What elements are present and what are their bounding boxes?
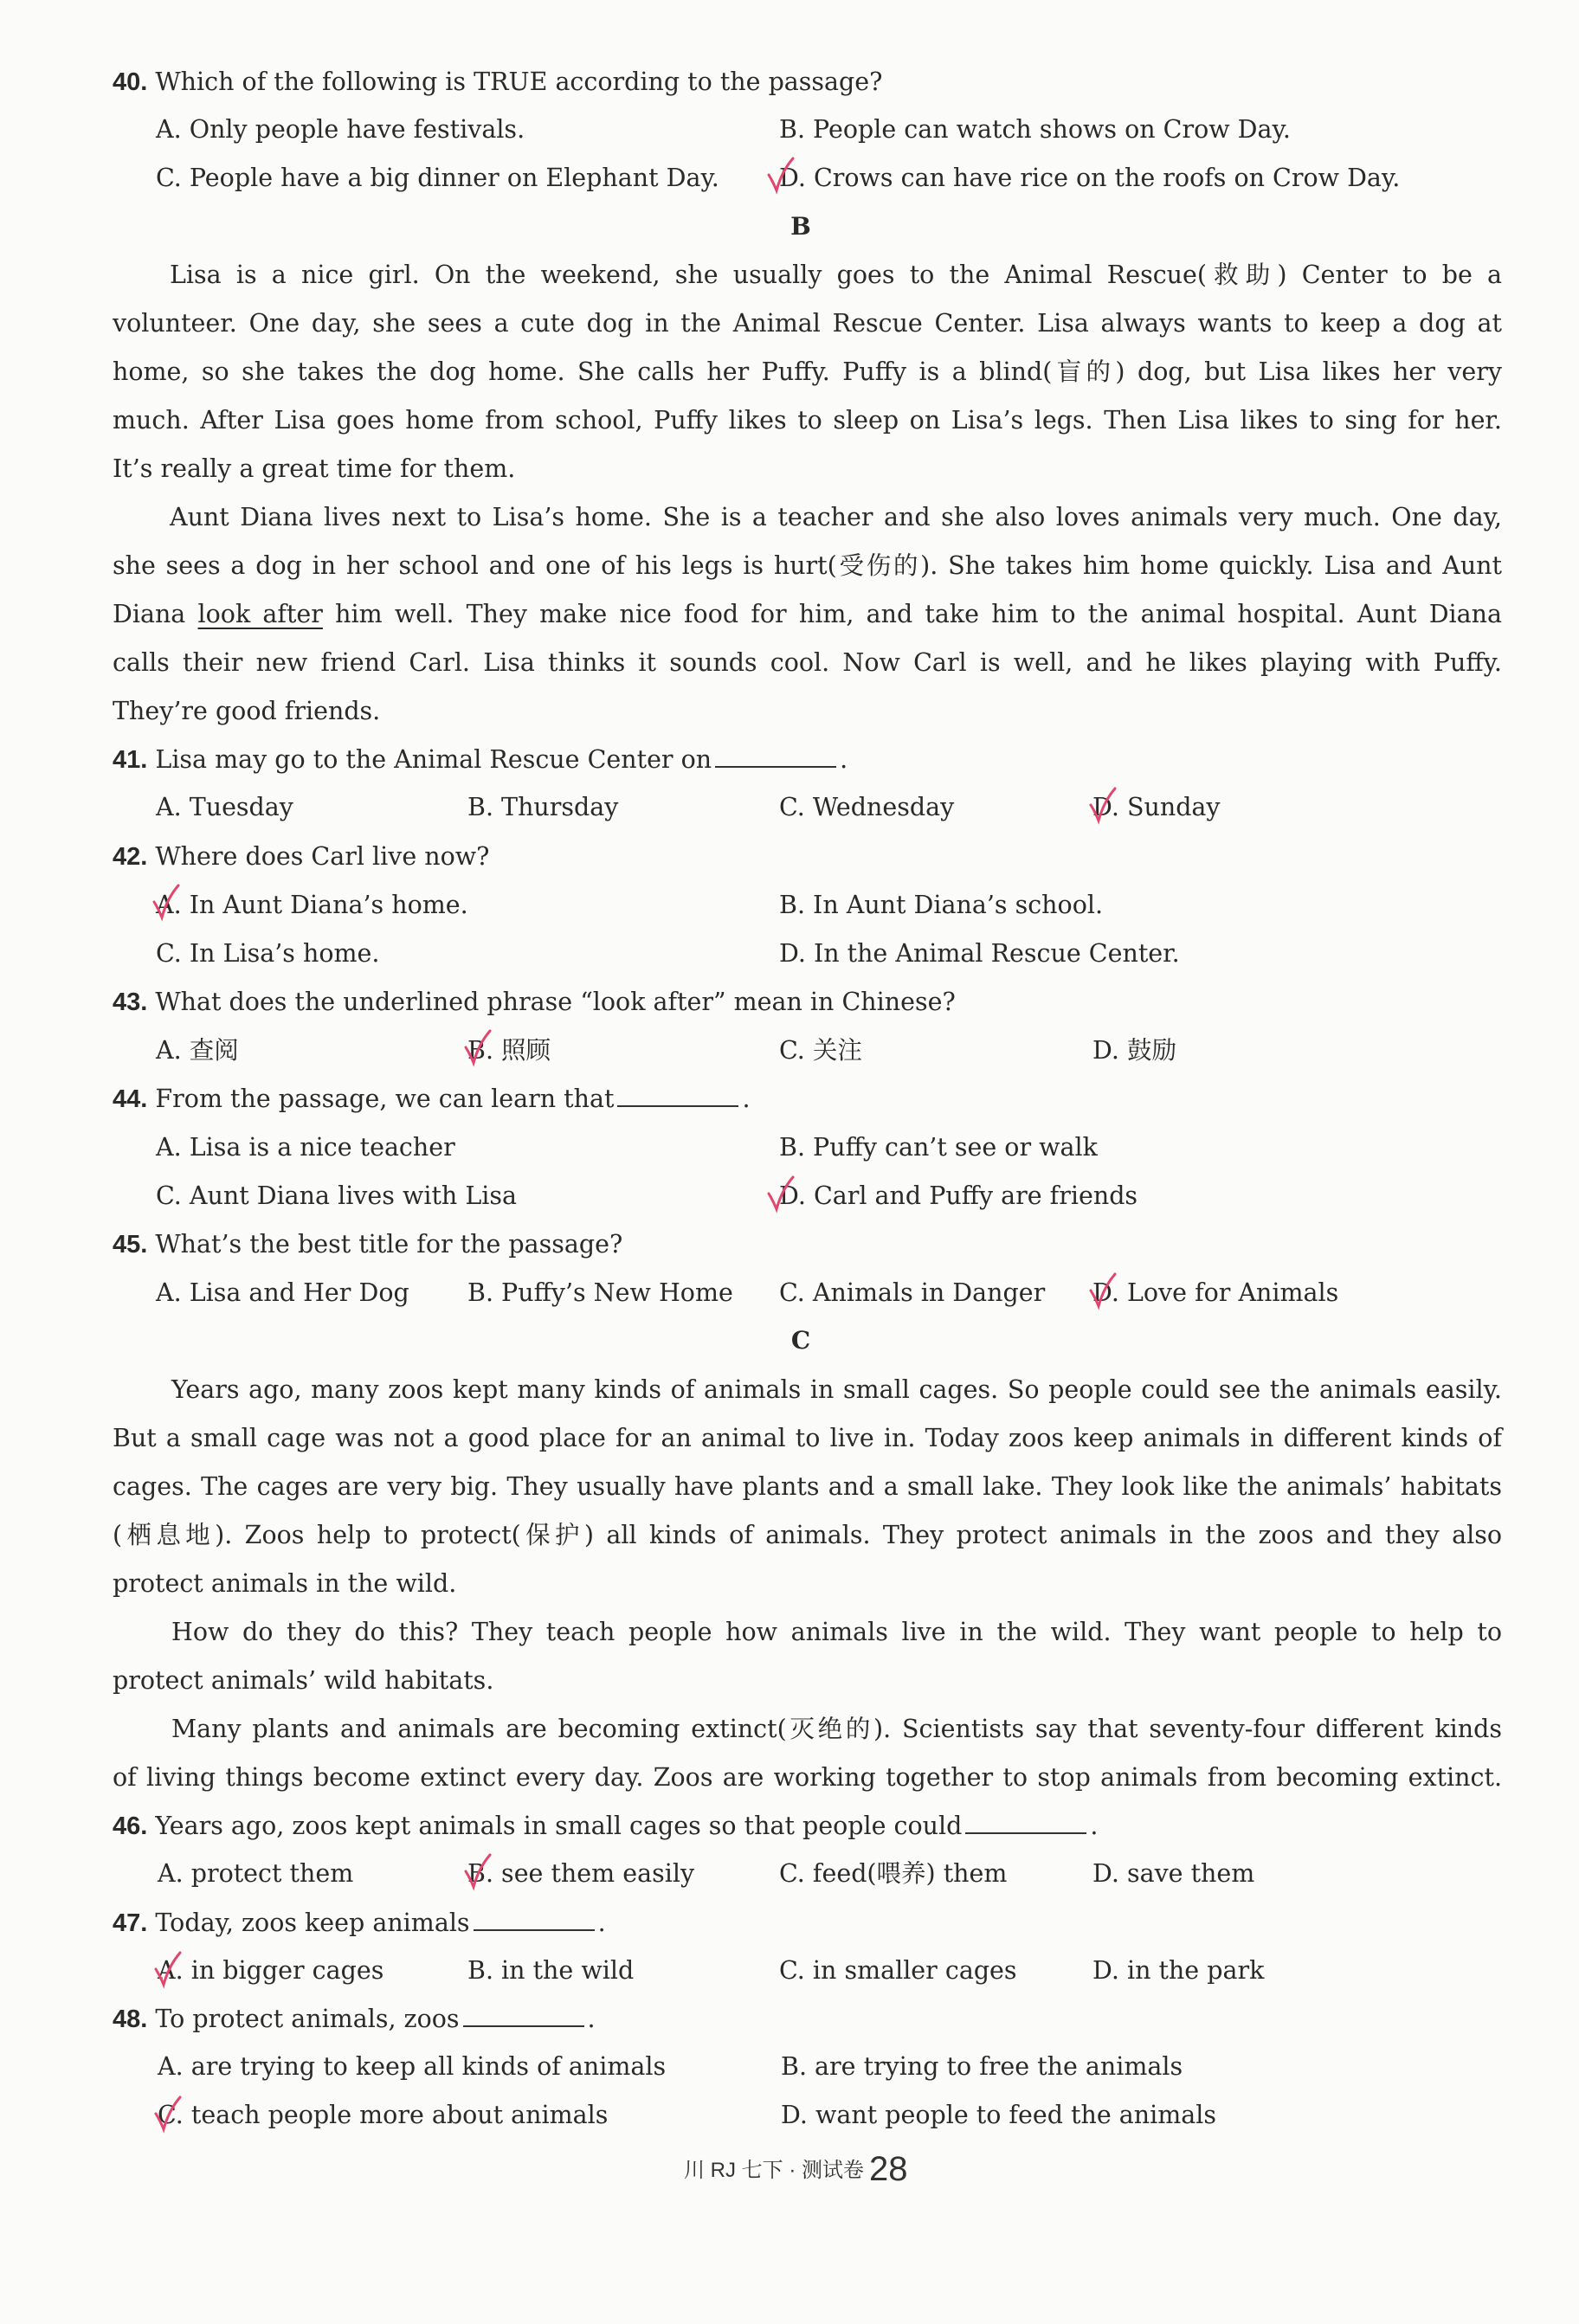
- question-text: From the passage, we can learn that: [155, 1085, 615, 1113]
- option-43-d: D. 鼓励: [1092, 1036, 1176, 1065]
- question-end: .: [597, 1909, 606, 1937]
- question-number: 46.: [113, 1812, 148, 1840]
- passage-c-line: (栖息地). Zoos help to protect(保护) all kinds of animals. They protect animals in the zoos and they also: [113, 1521, 1502, 1549]
- question-43: [113, 985, 956, 1020]
- passage-b-line: They’re good friends.: [113, 697, 381, 725]
- option-47-b: B. in the wild: [467, 1956, 635, 1985]
- option-46-c: C. feed(喂养) them: [779, 1859, 1008, 1888]
- passage-c-line: protect animals’ wild habitats.: [113, 1666, 494, 1695]
- checkmark-icon: [463, 1028, 493, 1070]
- question-number: 48.: [113, 2005, 148, 2033]
- passage-b-line: Aunt Diana lives next to Lisa’s home. She is a teacher and she also loves animals very much. One day,: [170, 503, 1502, 531]
- question-40: [113, 65, 882, 100]
- option-41-c: C. Wednesday: [779, 793, 955, 821]
- page-footer: [684, 2150, 908, 2189]
- checkmark-icon: [153, 2095, 183, 2136]
- question-42: [113, 840, 489, 874]
- option-40-c: C. People have a big dinner on Elephant Day.: [156, 164, 719, 192]
- question-text: What’s the best title for the passage?: [155, 1230, 623, 1259]
- question-48: [113, 2002, 596, 2037]
- page-number: 28: [869, 2150, 908, 2188]
- question-text: What does the underlined phrase “look after” mean in Chinese?: [155, 988, 956, 1016]
- option-44-c: C. Aunt Diana lives with Lisa: [156, 1181, 517, 1210]
- question-number: 42.: [113, 843, 148, 871]
- option-40-b: B. People can watch shows on Crow Day.: [779, 115, 1291, 144]
- footer-label: 川 RJ 七下 · 测试卷: [684, 2159, 864, 2182]
- checkmark-icon: [1088, 786, 1118, 827]
- passage-c-line: protect animals in the wild.: [113, 1569, 457, 1598]
- answer-blank[interactable]: [715, 747, 836, 768]
- option-47-a: A. in bigger cages: [158, 1956, 384, 1985]
- passage-c-line: cages. The cages are very big. They usually have plants and a small lake. They look like the animals’ habitats: [113, 1472, 1502, 1501]
- passage-c-line: Years ago, many zoos kept many kinds of animals in small cages. So people could see the animals easily.: [171, 1375, 1502, 1404]
- answer-blank[interactable]: [463, 2006, 584, 2027]
- passage-c-line: How do they do this? They teach people how animals live in the wild. They want people to help to: [171, 1618, 1502, 1646]
- option-43-a: A. 查阅: [156, 1036, 239, 1065]
- question-text: Years ago, zoos kept animals in small cages so that people could: [155, 1812, 963, 1840]
- passage-c-line: But a small cage was not a good place for an animal to live in. Today zoos keep animals in different kinds of: [113, 1424, 1502, 1452]
- question-text: Today, zoos keep animals: [155, 1909, 470, 1937]
- answer-blank[interactable]: [617, 1086, 738, 1107]
- underlined-phrase: look after: [197, 600, 323, 628]
- option-44-b: B. Puffy can’t see or walk: [779, 1133, 1098, 1162]
- option-48-c: C. teach people more about animals: [158, 2101, 609, 2129]
- option-44-a: A. Lisa is a nice teacher: [156, 1133, 455, 1162]
- question-41: [113, 743, 848, 777]
- passage-b-line: home, so she takes the dog home. She calls her Puffy. Puffy is a blind(盲的) dog, but Lisa likes her very: [113, 357, 1502, 386]
- option-47-c: C. in smaller cages: [779, 1956, 1017, 1985]
- option-42-b: B. In Aunt Diana’s school.: [779, 891, 1104, 919]
- passage-b-line: calls their new friend Carl. Lisa thinks it sounds cool. Now Carl is well, and he likes playing with Puffy.: [113, 648, 1502, 677]
- option-41-d: D. Sunday: [1092, 793, 1221, 821]
- option-40-a: A. Only people have festivals.: [156, 115, 525, 144]
- option-48-b: B. are trying to free the animals: [781, 2052, 1183, 2081]
- passage-b-line: much. After Lisa goes home from school, Puffy likes to sleep on Lisa’s legs. Then Lisa likes to sing for her.: [113, 406, 1502, 435]
- checkmark-icon: [151, 883, 181, 924]
- question-number: 41.: [113, 746, 148, 774]
- option-43-c: C. 关注: [779, 1036, 862, 1065]
- passage-c-line: Many plants and animals are becoming extinct(灭绝的). Scientists say that seventy-four different kinds: [171, 1715, 1502, 1743]
- question-46: [113, 1809, 1098, 1844]
- option-45-a: A. Lisa and Her Dog: [156, 1278, 409, 1307]
- question-end: .: [840, 745, 848, 774]
- checkmark-icon: [1088, 1271, 1118, 1313]
- answer-blank[interactable]: [474, 1910, 595, 1931]
- option-46-d: D. save them: [1092, 1859, 1255, 1888]
- option-48-a: A. are trying to keep all kinds of animals: [158, 2052, 667, 2081]
- option-40-d: D. Crows can have rice on the roofs on Crow Day.: [779, 164, 1401, 192]
- text-span: Diana: [113, 600, 198, 628]
- answer-blank[interactable]: [965, 1813, 1086, 1834]
- question-number: 40.: [113, 68, 148, 96]
- question-number: 47.: [113, 1909, 148, 1937]
- passage-b-line: [113, 590, 1502, 639]
- passage-b-line: Lisa is a nice girl. On the weekend, she usually goes to the Animal Rescue(救助) Center to be a: [170, 261, 1502, 289]
- option-42-d: D. In the Animal Rescue Center.: [779, 939, 1180, 968]
- question-44: [113, 1082, 751, 1117]
- option-46-b: B. see them easily: [467, 1859, 695, 1888]
- question-text: Which of the following is TRUE according to the passage?: [155, 68, 883, 96]
- question-45: [113, 1227, 622, 1262]
- option-47-d: D. in the park: [1092, 1956, 1265, 1985]
- option-44-d: D. Carl and Puffy are friends: [779, 1181, 1138, 1210]
- option-46-a: A. protect them: [158, 1859, 354, 1888]
- option-48-d: D. want people to feed the animals: [781, 2101, 1216, 2129]
- option-45-b: B. Puffy’s New Home: [467, 1278, 733, 1307]
- question-number: 45.: [113, 1231, 148, 1259]
- option-42-c: C. In Lisa’s home.: [156, 939, 380, 968]
- checkmark-icon: [463, 1852, 493, 1894]
- passage-b-line: volunteer. One day, she sees a cute dog in the Animal Rescue Center. Lisa always wants to keep a dog at: [113, 309, 1502, 338]
- text-span: him well. They make nice food for him, and take him to the animal hospital. Aunt Diana: [322, 600, 1502, 628]
- question-text: Lisa may go to the Animal Rescue Center on: [155, 745, 712, 774]
- question-text: To protect animals, zoos: [155, 2005, 460, 2033]
- option-41-b: B. Thursday: [467, 793, 619, 821]
- passage-b-line: she sees a dog in her school and one of his legs is hurt(受伤的). She takes him home quickly. Lisa and Aunt: [113, 551, 1502, 580]
- question-47: [113, 1906, 606, 1941]
- checkmark-icon: [766, 1175, 796, 1216]
- option-42-a: A. In Aunt Diana’s home.: [156, 891, 468, 919]
- option-41-a: A. Tuesday: [156, 793, 293, 821]
- question-end: .: [1090, 1812, 1099, 1840]
- option-43-b: B. 照顾: [467, 1036, 551, 1065]
- checkmark-icon: [766, 156, 796, 197]
- option-45-c: C. Animals in Danger: [779, 1278, 1046, 1307]
- question-end: .: [742, 1085, 751, 1113]
- question-text: Where does Carl live now?: [155, 842, 490, 871]
- question-number: 44.: [113, 1085, 148, 1113]
- section-b-heading: B: [790, 212, 811, 241]
- question-end: .: [587, 2005, 596, 2033]
- section-c-heading: C: [790, 1326, 811, 1355]
- option-45-d: D. Love for Animals: [1092, 1278, 1339, 1307]
- passage-b-line: It’s really a great time for them.: [113, 454, 516, 483]
- question-number: 43.: [113, 988, 148, 1016]
- checkmark-icon: [153, 1950, 183, 1992]
- passage-c-line: of living things become extinct every day. Zoos are working together to stop animals from becoming extinct.: [113, 1763, 1502, 1792]
